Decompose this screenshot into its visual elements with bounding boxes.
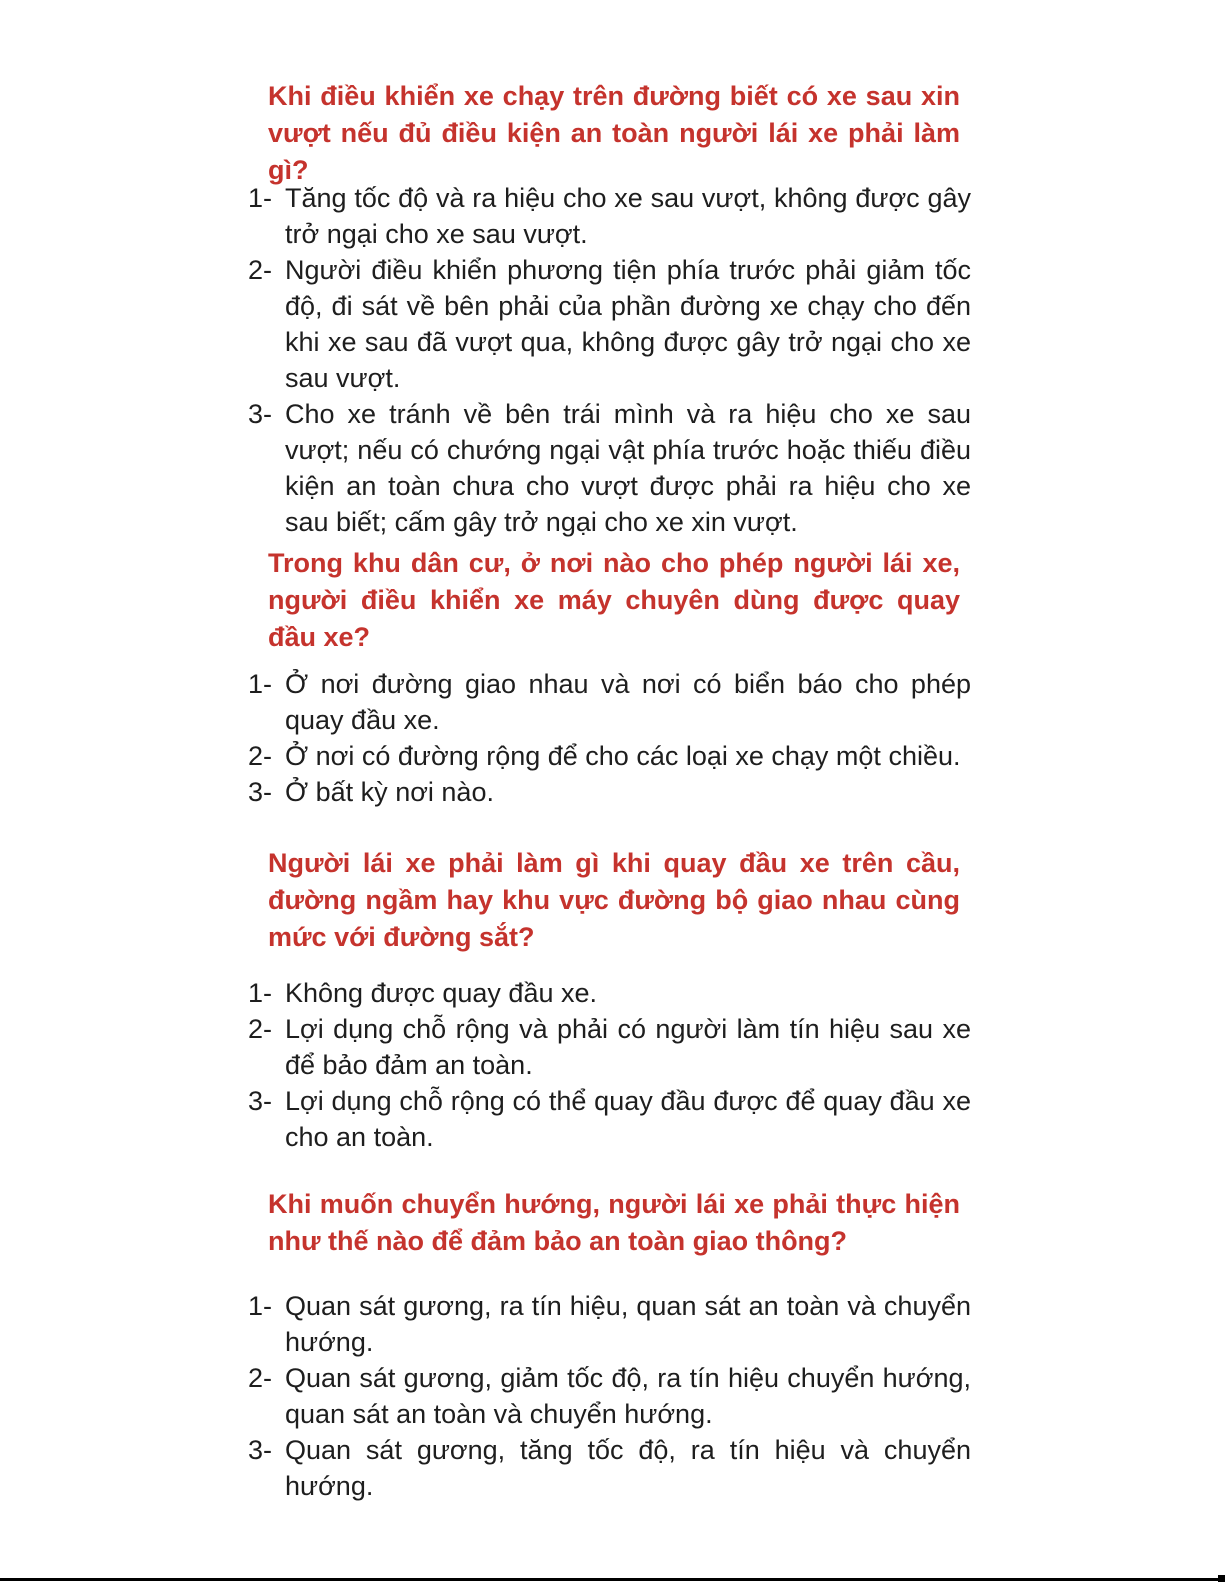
answer-option	[248, 774, 972, 810]
answer-option	[248, 1432, 972, 1504]
answer-option	[248, 1360, 972, 1432]
page-corner-mark	[1218, 1575, 1225, 1582]
answer-options	[248, 180, 972, 540]
option-text: Quan sát gương, ra tín hiệu, quan sát an toàn và chuyển hướng.	[285, 1291, 971, 1357]
option-text: Ở nơi có đường rộng để cho các loại xe chạy một chiều.	[285, 741, 961, 771]
option-text: Quan sát gương, giảm tốc độ, ra tín hiệu chuyển hướng, quan sát an toàn và chuyển hướng.	[285, 1363, 971, 1429]
option-text: Lợi dụng chỗ rộng và phải có người làm tín hiệu sau xe để bảo đảm an toàn.	[285, 1014, 971, 1080]
answer-option	[248, 1011, 972, 1083]
option-text: Tăng tốc độ và ra hiệu cho xe sau vượt, không được gây trở ngại cho xe sau vượt.	[285, 183, 971, 249]
answer-options	[248, 975, 972, 1155]
option-number: 3-	[248, 1435, 273, 1465]
option-number: 2-	[248, 1014, 273, 1044]
question-title: Trong khu dân cư, ở nơi nào cho phép người lái xe, người điều khiển xe máy chuyên dùng được quay đầu xe?	[268, 548, 960, 652]
answer-option	[248, 738, 972, 774]
option-number: 1-	[248, 1291, 273, 1321]
option-number: 2-	[248, 741, 273, 771]
answer-option	[248, 1083, 972, 1155]
option-number: 1-	[248, 669, 273, 699]
answer-option	[248, 252, 972, 396]
option-text: Cho xe tránh về bên trái mình và ra hiệu cho xe sau vượt; nếu có chướng ngại vật phía trước hoặc thiếu điều kiện an toàn chưa cho vượt được phải ra hiệu cho xe sau biết; cấm gây trở ngại cho xe xin vượt.	[285, 399, 971, 537]
option-number: 3-	[248, 1086, 273, 1116]
option-text: Không được quay đầu xe.	[285, 978, 597, 1008]
option-number: 2-	[248, 255, 273, 285]
page-bottom-rule	[0, 1578, 1218, 1581]
answer-options	[248, 1288, 972, 1504]
option-text: Ở nơi đường giao nhau và nơi có biển báo cho phép quay đầu xe.	[285, 669, 971, 735]
option-number: 3-	[248, 399, 273, 429]
answer-option	[248, 975, 972, 1011]
option-text: Người điều khiển phương tiện phía trước phải giảm tốc độ, đi sát về bên phải của phần đường xe chạy cho đến khi xe sau đã vượt qua, không được gây trở ngại cho xe sau vượt.	[285, 255, 971, 393]
option-number: 1-	[248, 183, 273, 213]
option-text: Quan sát gương, tăng tốc độ, ra tín hiệu và chuyển hướng.	[285, 1435, 971, 1501]
option-number: 2-	[248, 1363, 273, 1393]
question-title: Người lái xe phải làm gì khi quay đầu xe trên cầu, đường ngầm hay khu vực đường bộ giao nhau cùng mức với đường sắt?	[268, 848, 960, 952]
option-number: 1-	[248, 978, 273, 1008]
question-title: Khi điều khiển xe chạy trên đường biết có xe sau xin vượt nếu đủ điều kiện an toàn người lái xe phải làm gì?	[268, 81, 960, 185]
answer-options	[248, 666, 972, 810]
answer-option	[248, 180, 972, 252]
question-title: Khi muốn chuyển hướng, người lái xe phải thực hiện như thế nào để đảm bảo an toàn giao thông?	[268, 1189, 960, 1256]
option-number: 3-	[248, 777, 273, 807]
answer-option	[248, 396, 972, 540]
answer-option	[248, 666, 972, 738]
option-text: Ở bất kỳ nơi nào.	[285, 777, 494, 807]
option-text: Lợi dụng chỗ rộng có thể quay đầu được để quay đầu xe cho an toàn.	[285, 1086, 971, 1152]
answer-option	[248, 1288, 972, 1360]
